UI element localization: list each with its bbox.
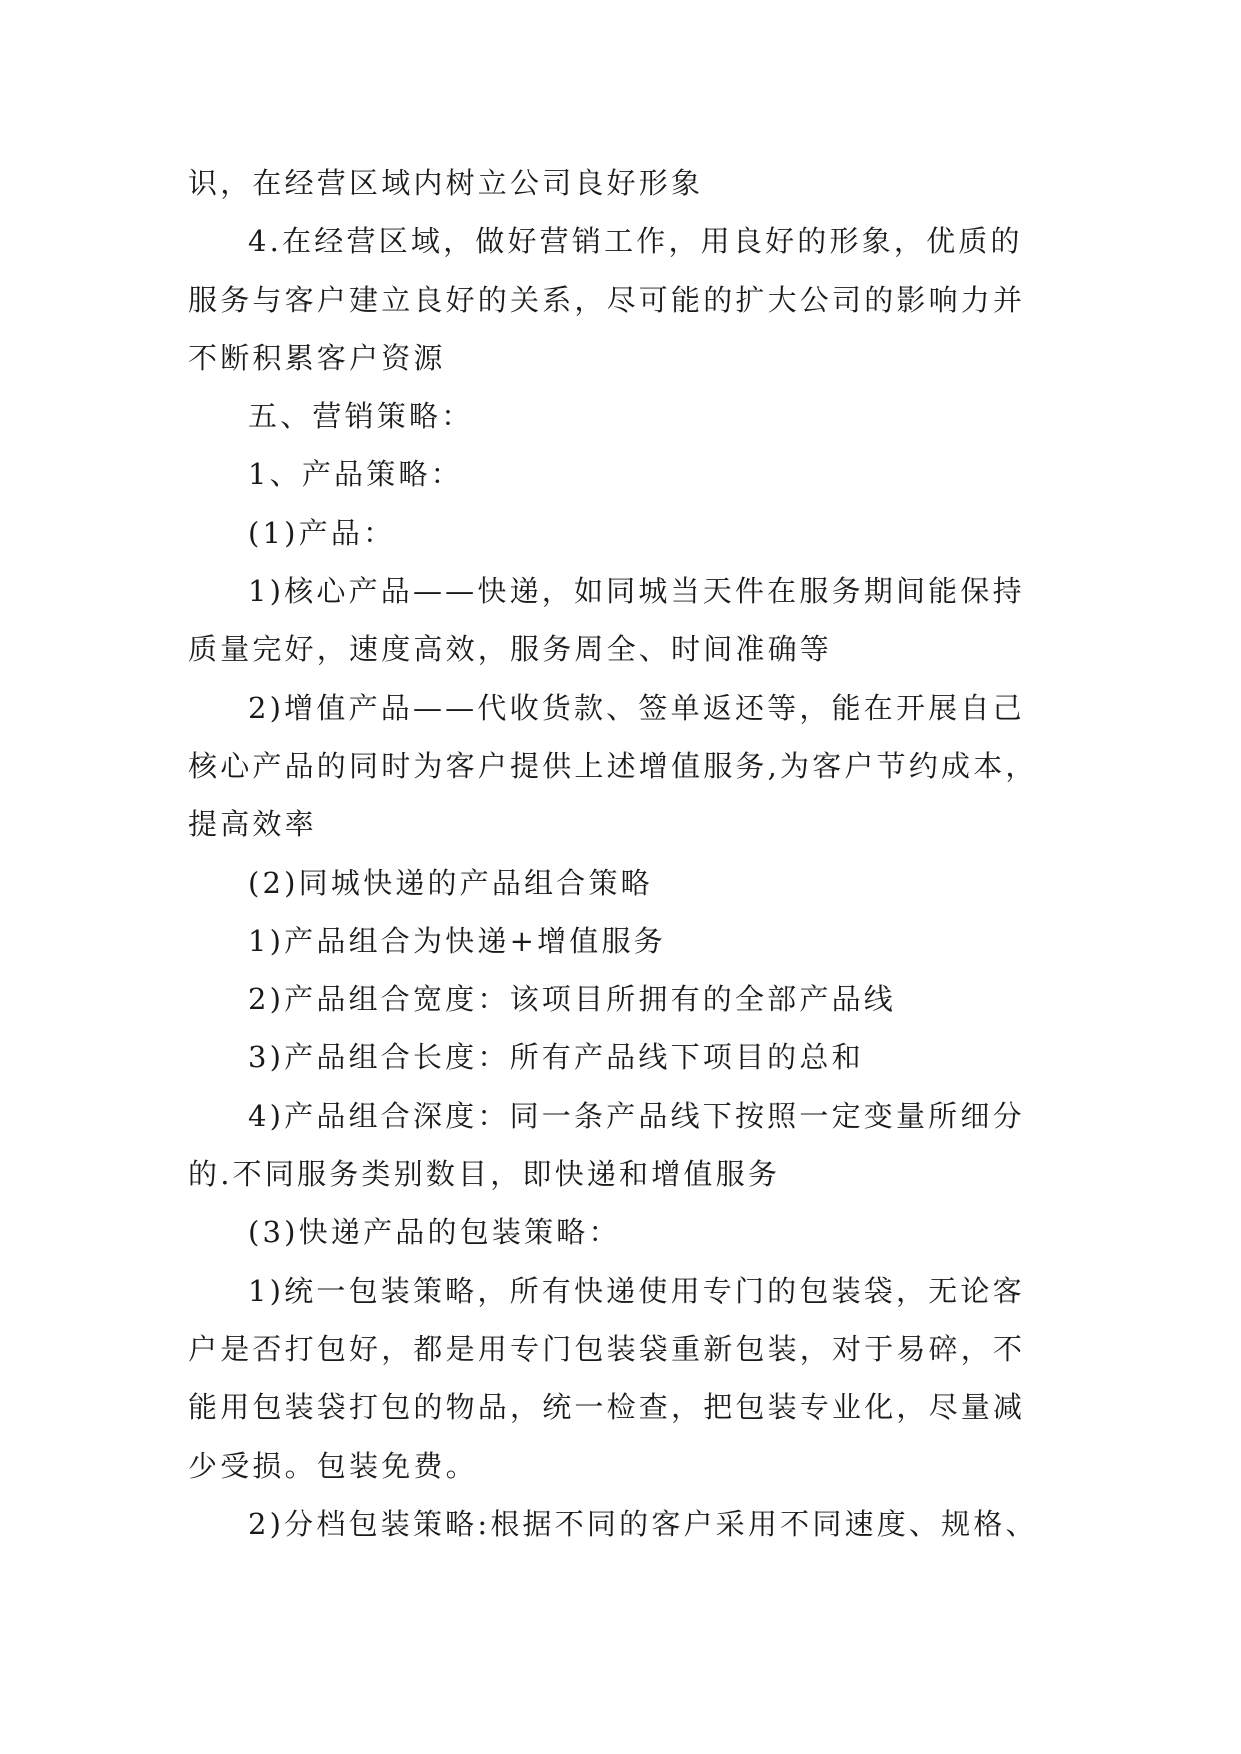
text-line: 不断积累客户资源 [188, 340, 446, 375]
text-line: 质量完好，速度高效，服务周全、时间准确等 [188, 632, 833, 667]
text-line: 1)核心产品——快递，如同城当天件在服务期间能保持 [248, 574, 1025, 609]
text-line: 2)分档包装策略:根据不同的客户采用不同速度、规格、 [248, 1506, 1038, 1541]
text-line: 少受损。包装免费。 [188, 1448, 478, 1483]
text-line: 能用包装袋打包的物品，统一检查，把包装专业化，尽量减 [188, 1390, 1026, 1425]
text-line: 的.不同服务类别数目，即快递和增值服务 [188, 1157, 781, 1192]
text-line: 1)统一包装策略，所有快递使用专门的包装袋，无论客 [248, 1273, 1025, 1308]
item-heading: (1)产品： [248, 515, 396, 550]
text-line: 1)产品组合为快递+增值服务 [248, 923, 666, 958]
text-line: 2)产品组合宽度：该项目所拥有的全部产品线 [248, 982, 896, 1017]
text-line: 识，在经营区域内树立公司良好形象 [188, 166, 704, 200]
item-heading: (3)快递产品的包装策略： [248, 1215, 621, 1250]
text-line: 提高效率 [188, 807, 317, 842]
item-heading: (2)同城快递的产品组合策略 [248, 865, 653, 900]
document-body [188, 154, 1058, 1553]
section-heading: 五、营销策略： [248, 399, 474, 434]
text-line: 核心产品的同时为客户提供上述增值服务,为客户节约成本， [188, 748, 1038, 783]
text-line: 2)增值产品——代收货款、签单返还等，能在开展自己 [248, 690, 1025, 725]
subsection-heading: 1、产品策略： [248, 457, 463, 492]
text-line: 4)产品组合深度：同一条产品线下按照一定变量所细分 [248, 1098, 1025, 1133]
text-line: 户是否打包好，都是用专门包装袋重新包装，对于易碎，不 [188, 1331, 1026, 1366]
text-line: 4.在经营区域，做好营销工作，用良好的形象，优质的 [248, 224, 1023, 259]
text-line: 3)产品组合长度：所有产品线下项目的总和 [248, 1040, 864, 1075]
text-line: 服务与客户建立良好的关系，尽可能的扩大公司的影响力并 [188, 282, 1026, 317]
